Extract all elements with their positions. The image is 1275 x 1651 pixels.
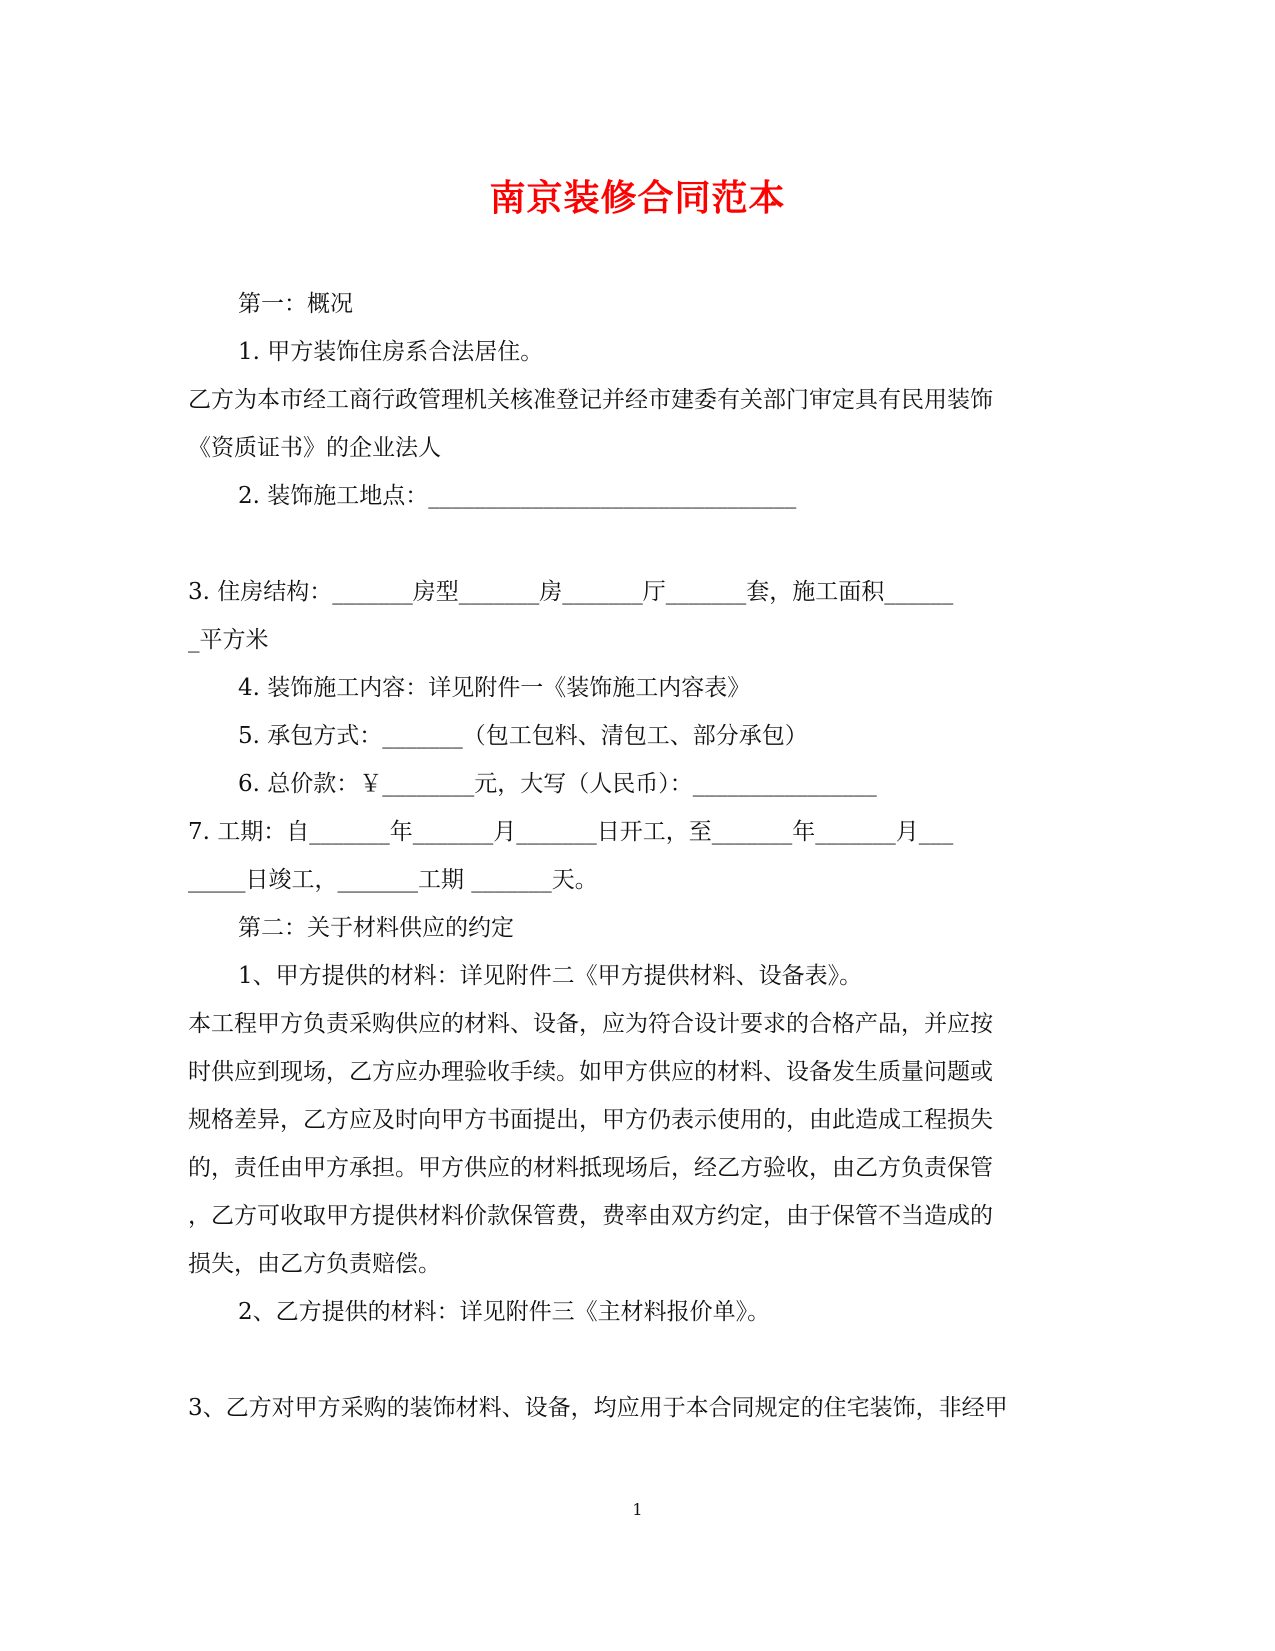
- document-title: 南京装修合同范本: [489, 177, 786, 219]
- paragraph-line: 乙方为本市经工商行政管理机关核准登记并经市建委有关部门审定具有民用装饰: [188, 387, 993, 413]
- paragraph-line: 《资质证书》的企业法人: [188, 435, 441, 461]
- blank-line: [188, 520, 1088, 568]
- paragraph-line: 规格差异，乙方应及时向甲方书面提出，甲方仍表示使用的，由此造成工程损失: [188, 1107, 993, 1133]
- materials-clause-3: 3、乙方对甲方采购的装饰材料、设备，均应用于本合同规定的住宅装饰，非经甲: [188, 1395, 1008, 1421]
- clause-1: 1. 甲方装饰住房系合法居住。: [238, 339, 544, 365]
- paragraph-line: 损失，由乙方负责赔偿。: [188, 1251, 441, 1277]
- paragraph-line: ，乙方可收取甲方提供材料价款保管费，费率由双方约定，由于保管不当造成的: [188, 1203, 993, 1229]
- section-heading-overview: 第一：概况: [238, 291, 353, 317]
- blank-line: [188, 1336, 1088, 1384]
- clause-3-structure: 3. 住房结构：_______房型_______房_______厅_______套，施工面积______: [188, 579, 954, 605]
- clause-6-total-price: 6. 总价款：￥________元，大写（人民币）：________________: [238, 771, 877, 797]
- document-body: [188, 280, 1088, 1432]
- materials-clause-2: 2、乙方提供的材料：详见附件三《主材料报价单》。: [238, 1299, 771, 1325]
- paragraph-line: _平方米: [188, 627, 269, 653]
- clause-2-location: 2. 装饰施工地点：________________________________: [238, 483, 797, 509]
- page-number: 1: [632, 1500, 643, 1519]
- clause-4-content: 4. 装饰施工内容：详见附件一《装饰施工内容表》: [238, 675, 751, 701]
- clause-7-duration: 7. 工期：自_______年_______月_______日开工，至_______年_______月___: [188, 819, 954, 845]
- paragraph-line: 本工程甲方负责采购供应的材料、设备，应为符合设计要求的合格产品，并应按: [188, 1011, 993, 1037]
- paragraph-line: _____日竣工，_______工期 _______天。: [188, 867, 598, 893]
- materials-clause-1: 1、甲方提供的材料：详见附件二《甲方提供材料、设备表》。: [238, 963, 863, 989]
- paragraph-line: 时供应到现场，乙方应办理验收手续。如甲方供应的材料、设备发生质量问题或: [188, 1059, 993, 1085]
- paragraph-line: 的，责任由甲方承担。甲方供应的材料抵现场后，经乙方验收，由乙方负责保管: [188, 1155, 993, 1181]
- clause-5-contract-mode: 5. 承包方式：_______（包工包料、清包工、部分承包）: [238, 723, 808, 749]
- section-heading-materials: 第二：关于材料供应的约定: [238, 915, 514, 941]
